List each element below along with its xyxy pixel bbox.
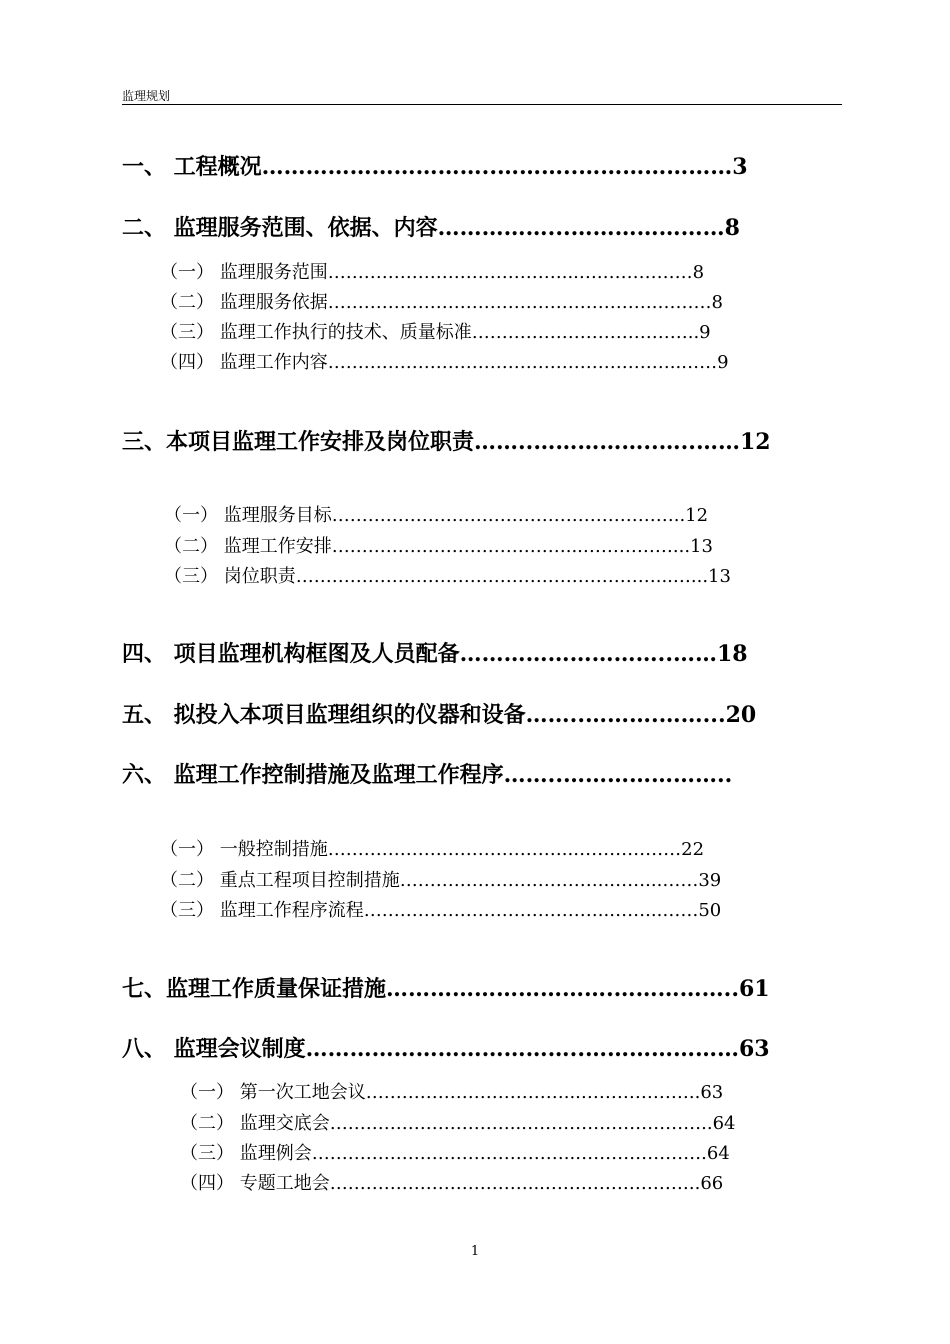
toc-entry-8-4[interactable]: （四） 专题工地会……………………………...……………………..66 <box>180 1173 724 1194</box>
toc-entry-4[interactable]: 四、 项目监理机构框图及人员配备………………………..……18 <box>122 641 748 667</box>
toc-entry-5[interactable]: 五、 拟投入本项目监理组织的仪器和设备……..……….……...20 <box>122 702 757 728</box>
toc-entry-2-3[interactable]: （三） 监理工作执行的技术、质量标准………………………………..9 <box>160 322 711 343</box>
toc-entry-8-2[interactable]: （二） 监理交底会…………………………..…………………………..64 <box>180 1113 736 1134</box>
toc-entry-7[interactable]: 七、监理工作质量保证措施………………………….……………..61 <box>122 976 770 1002</box>
toc-entry-2-1[interactable]: （一） 监理服务范围…………………………………...….……………8 <box>160 262 705 283</box>
page-header <box>122 86 842 105</box>
toc-entry-6[interactable]: 六、 监理工作控制措施及监理工作程序……..………………….. <box>122 762 733 788</box>
toc-entry-2-2[interactable]: （二） 监理服务依据……………………………………………….………8 <box>160 292 723 313</box>
header-title: 监理规划 <box>122 89 171 103</box>
toc-entry-3-1[interactable]: （一） 监理服务目标…………………………………………………..12 <box>164 505 709 526</box>
toc-entry-8-1[interactable]: （一） 第一次工地会议……………………………...………………..63 <box>180 1082 724 1103</box>
toc-entry-8-3[interactable]: （三） 监理例会……………………………………..………………….64 <box>180 1143 730 1164</box>
page-number: 1 <box>470 1244 480 1259</box>
toc-entry-6-3[interactable]: （三） 监理工作程序流程…………………………………..……...……50 <box>160 900 722 921</box>
toc-entry-3-2[interactable]: （二） 监理工作安排…………………………………...……………...13 <box>164 536 713 557</box>
toc-entry-6-2[interactable]: （二） 重点工程项目控制措施……………………………..……...……39 <box>160 870 722 891</box>
toc-entry-2-4[interactable]: （四） 监理工作内容…………………………………………………..……9 <box>160 352 729 373</box>
toc-entry-2[interactable]: 二、 监理服务范围、依据、内容……………...…………………8 <box>122 215 740 241</box>
toc-entry-1[interactable]: 一、 工程概况…………………………..………..…………………3 <box>122 154 748 180</box>
toc-entry-6-1[interactable]: （一） 一般控制措施…………………………………..………………22 <box>160 839 705 860</box>
toc-entry-3-3[interactable]: （三） 岗位职责……………………………………………………...…...13 <box>164 566 731 587</box>
toc-entry-3[interactable]: 三、本项目监理工作安排及岗位职责……..……………..…..……12 <box>122 429 771 455</box>
toc-entry-8[interactable]: 八、 监理会议制度………………………………..…………………63 <box>122 1036 770 1062</box>
